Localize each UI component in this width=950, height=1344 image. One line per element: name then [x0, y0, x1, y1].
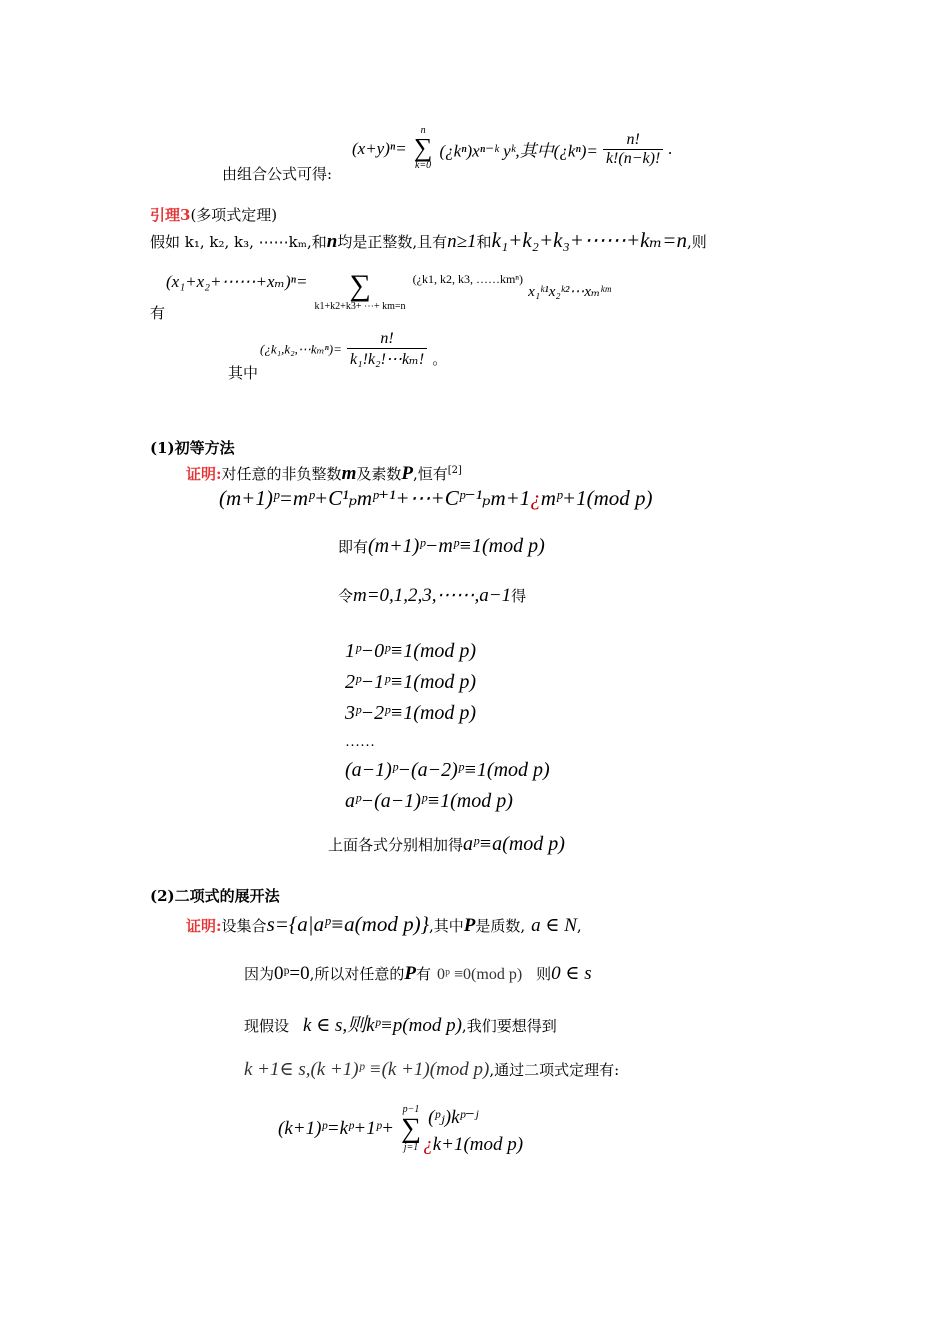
binomial-sum [414, 126, 433, 172]
final-tail [423, 1134, 523, 1156]
final-invalid-glyph: ¿ [423, 1134, 433, 1155]
fraction-denominator: k!(n−k)! [605, 149, 661, 167]
because-line [244, 962, 592, 985]
method2-set-line [186, 912, 582, 937]
assume-line [244, 1010, 557, 1037]
proof-text-c: ,恒有 [412, 465, 448, 483]
congruence-ellipsis: …… [345, 734, 375, 750]
proof-label: 证明: [186, 465, 222, 483]
method1-proof-line [186, 463, 462, 485]
congruence-line: aᵖ−(a−1)ᵖ≡1(mod p) [345, 790, 513, 812]
congruence-line: 2ᵖ−1ᵖ≡1(mod p) [345, 671, 477, 693]
multinomial-sum-bottom: k1+k2+k3+ ⋯+ km=n [314, 301, 406, 312]
a-in-n: a ∈ N [531, 915, 577, 936]
multinomial-formula [166, 269, 611, 314]
set-formula: s={a|aᵖ≡a(mod p)} [266, 912, 429, 936]
p-symbol: P [463, 915, 476, 936]
target-line [244, 1058, 619, 1081]
lemma3-statement [150, 228, 707, 253]
binomial-fraction [603, 131, 663, 168]
sigma-icon: ∑ [401, 1113, 421, 1144]
sigma-icon: ∑ [413, 133, 433, 162]
lemma3-qizhong: 其中 [228, 364, 259, 382]
final-formula [278, 1104, 523, 1154]
lemma3-line1-end: ,则 [686, 233, 707, 251]
lemma3-and: 和 [476, 233, 492, 251]
p-symbol: P [404, 963, 417, 984]
expansion-left: (m+1)ᵖ=mᵖ+C¹ₚmᵖ⁺¹+⋯+Cᵖ⁻¹ₚm+1 [219, 486, 531, 510]
expansion-right: mᵖ+1(mod p) [540, 486, 653, 510]
congruence-line: (a−1)ᵖ−(a−2)ᵖ≡1(mod p) [345, 759, 550, 781]
so-text-a: ,所以对任意的 [309, 965, 405, 983]
coef-left: (¿k₁,k₂,⋯kₘⁿ)= [260, 341, 342, 357]
proof-text-a: 对任意的非负整数 [221, 465, 342, 483]
final-left: (k+1)ᵖ=kᵖ+1ᵖ+ [278, 1118, 394, 1139]
sum-top: n [420, 125, 426, 136]
binomial-intro: 由组合公式可得: [222, 165, 333, 183]
where-a: ,其中 [428, 917, 464, 935]
condition-n: n≥1 [447, 231, 477, 252]
congruence-line: 3ᵖ−2ᵖ≡1(mod p) [345, 702, 477, 724]
jiyou-line [338, 535, 545, 558]
citation: [2] [447, 465, 462, 476]
sum-bottom: k=0 [414, 160, 432, 171]
zero-in-s: 0 ∈ s [551, 963, 592, 984]
then-text: 则 [536, 965, 552, 983]
via-text: ,通过二项式定理有: [489, 1061, 620, 1079]
expansion-formula [219, 486, 652, 511]
want-text: ,我们要想得到 [461, 1017, 557, 1035]
set-text: 设集合 [221, 917, 267, 935]
multinomial-coef: (¿k1, k2, k3, ……kmⁿ) [412, 272, 524, 286]
so-text-b: 有 [416, 965, 432, 983]
zero-p: 0ᵖ=0 [274, 963, 310, 984]
multinomial-coef-def [260, 330, 447, 369]
sum-result-line [328, 833, 565, 856]
method1-heading: (1)初等方法 [150, 439, 235, 457]
assume-text: 现假设 [244, 1017, 290, 1035]
sigma-icon: ∑ [349, 269, 371, 302]
binomial-left: (x+y)ⁿ= [352, 139, 407, 158]
condition-sum: k₁+k₂+k₃+⋯⋯+kₘ=n [491, 228, 687, 252]
zero-mod: 0ᵖ ≡0(mod p) [437, 966, 523, 983]
p-symbol: P [401, 463, 413, 484]
lemma3-line1-b: 均是正整数,且有 [337, 233, 448, 251]
coef-denominator: k₁!k₂!⋯kₘ! [349, 351, 425, 368]
n-symbol: n [326, 231, 338, 252]
final-sum [401, 1104, 421, 1154]
final-sum-bottom: j=1 [403, 1142, 419, 1153]
binomial-formula [352, 126, 673, 172]
multinomial-left: (x₁+x₂+⋯⋯+xₘ)ⁿ= [166, 272, 308, 291]
lemma3-heading [150, 204, 277, 225]
jiyou-text: 即有 [338, 538, 369, 556]
proof-label: 证明: [186, 917, 222, 935]
lemma3-title: 引理3 [150, 206, 191, 224]
assume-formula: k ∈ s,则kᵖ≡p(mod p) [303, 1015, 462, 1036]
sum-text: 上面各式分别相加得 [328, 836, 464, 854]
multinomial-vars: x₁ᵏ¹x₂ᵏ²⋯xₘᵏᵐ [528, 284, 611, 300]
multinomial-sum [314, 269, 406, 314]
binomial-end: . [668, 139, 673, 158]
because-text: 因为 [244, 965, 275, 983]
coef-numerator: n! [347, 330, 427, 349]
congruence-line: 1ᵖ−0ᵖ≡1(mod p) [345, 640, 477, 662]
coef-end: 。 [432, 350, 448, 368]
sum-formula: aᵖ≡a(mod p) [463, 833, 565, 855]
where-b: 是质数, [475, 917, 526, 935]
ling-formula: m=0,1,2,3,⋯⋯,a−1 [353, 585, 512, 606]
ling-line [338, 584, 526, 607]
final-end: k+1(mod p) [432, 1134, 524, 1155]
lemma3-you: 有 [150, 304, 166, 322]
congruence-list [345, 636, 550, 817]
comma: , [576, 917, 582, 935]
m-symbol: m [341, 463, 357, 484]
coef-fraction [347, 330, 427, 369]
expansion-invalid-glyph: ¿ [530, 486, 541, 510]
jiyou-formula: (m+1)ᵖ−mᵖ≡1(mod p) [368, 535, 545, 557]
proof-text-b: 及素数 [356, 465, 402, 483]
target-formula: k +1∈ s,(k +1)ᵖ ≡(k +1)(mod p) [244, 1059, 490, 1080]
lemma3-line1-a: 假如 k₁, k₂, k₃, ⋯⋯kₘ,和 [150, 233, 327, 251]
final-sum-top: p−1 [402, 1104, 420, 1115]
method2-heading: (2)二项式的展开法 [150, 887, 280, 905]
lemma3-subtitle: (多项式定理) [190, 206, 278, 224]
fraction-numerator: n! [603, 131, 663, 150]
de-text: 得 [511, 587, 527, 605]
binomial-term: (¿kⁿ)xⁿ⁻ᵏ yᵏ,其中(¿kⁿ)= [439, 141, 598, 161]
final-term: (ᵖⱼ)kᵖ⁻ʲ [428, 1106, 479, 1128]
ling-text: 令 [338, 587, 354, 605]
